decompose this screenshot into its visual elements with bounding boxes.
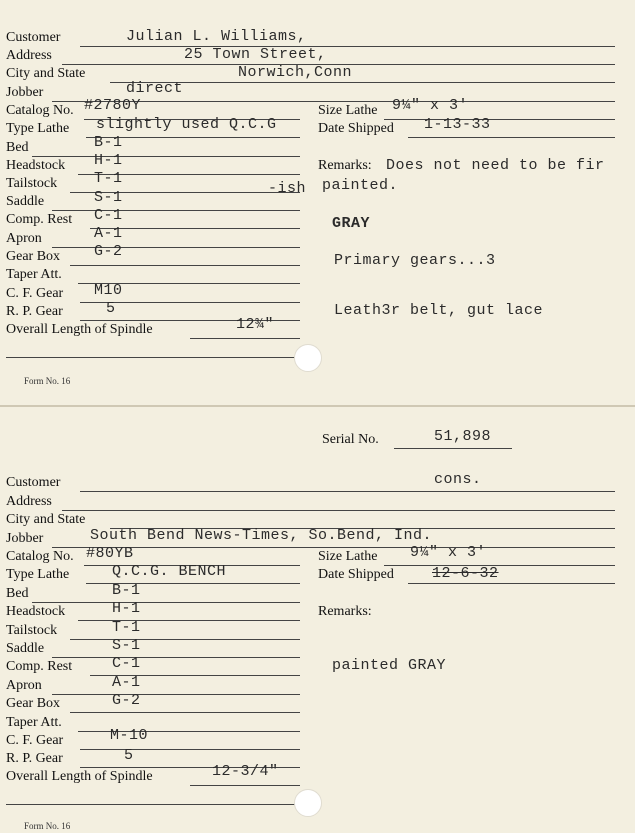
blank-line [6, 804, 300, 805]
saddle-value: S-1 [112, 637, 141, 654]
serial-no-value: 51,898 [434, 428, 492, 445]
remarks-label: Remarks: [318, 604, 372, 619]
apron-value: A-1 [94, 225, 123, 242]
apron-line [52, 247, 300, 248]
catalog-no-label: Catalog No. [6, 549, 74, 564]
cf-gear-value: M-10 [110, 727, 149, 744]
tailstock-label: Tailstock [6, 176, 58, 191]
address-line [62, 510, 615, 511]
rp-gear-value: 5 [124, 747, 134, 764]
date-shipped-label: Date Shipped [318, 121, 394, 136]
apron-line [52, 694, 300, 695]
jobber-label: Jobber [6, 531, 44, 546]
overall-length-value: 12-3/4" [212, 763, 279, 780]
customer-line [80, 491, 615, 492]
rp-gear-label: R. P. Gear [6, 304, 63, 319]
size-lathe-value: 9¼" x 3' [410, 544, 487, 561]
form-number: Form No. 16 [24, 821, 71, 831]
overall-length-label: Overall Length of Spindle [6, 769, 153, 784]
punch-hole [294, 344, 322, 372]
cf-gear-label: C. F. Gear [6, 733, 64, 748]
overall-length-value: 12¾" [236, 316, 275, 333]
comp-rest-label: Comp. Rest [6, 659, 73, 674]
customer-label: Customer [6, 475, 61, 490]
bed-label: Bed [6, 586, 29, 601]
customer-line [80, 46, 615, 47]
overall-length-label: Overall Length of Spindle [6, 322, 153, 337]
tailstock-value: T-1 [112, 619, 141, 636]
headstock-value: H-1 [112, 600, 141, 617]
saddle-line [52, 210, 300, 211]
customer-label: Customer [6, 30, 61, 45]
type-lathe-value: slightly used Q.C.G [96, 116, 277, 133]
blank-line [6, 357, 300, 358]
apron-value: A-1 [112, 674, 141, 691]
size-lathe-label: Size Lathe [318, 549, 378, 564]
size-lathe-line [384, 119, 615, 120]
type-lathe-label: Type Lathe [6, 121, 70, 136]
tailstock-line [70, 639, 300, 640]
taper-att-label: Taper Att. [6, 715, 62, 730]
saddle-label: Saddle [6, 641, 45, 656]
record-card-2 [0, 405, 635, 833]
gear-box-line [70, 265, 300, 266]
bed-value: B-1 [94, 134, 123, 151]
remarks-label: Remarks: [318, 158, 372, 173]
saddle-label: Saddle [6, 194, 45, 209]
size-lathe-value: 9¼" x 3' [392, 97, 469, 114]
address-label: Address [6, 48, 52, 63]
remark-line-1: Does not need to be fir [386, 157, 605, 174]
date-shipped-value: 12-6-32 [432, 565, 499, 582]
size-lathe-line [384, 565, 615, 566]
remark-line-5: Leath3r belt, gut lace [334, 302, 544, 319]
catalog-no-value: #2780Y [84, 97, 142, 114]
tailstock-note: -ish [268, 180, 307, 197]
date-shipped-line [408, 583, 615, 584]
remark-line-3: GRAY [332, 215, 371, 232]
jobber-label: Jobber [6, 85, 44, 100]
rp-gear-value: 5 [106, 300, 116, 317]
remark-line-2: painted. [322, 177, 399, 194]
catalog-no-label: Catalog No. [6, 103, 74, 118]
overall-length-line [190, 785, 300, 786]
bed-label: Bed [6, 140, 29, 155]
city-state-label: City and State [6, 512, 86, 527]
customer-value: Julian L. Williams, [126, 28, 307, 45]
cf-gear-value: M10 [94, 282, 123, 299]
remark-line-4: Primary gears...3 [334, 252, 496, 269]
remark-line-1: painted GRAY [332, 657, 447, 674]
gear-box-value: G-2 [94, 243, 123, 260]
type-lathe-value: Q.C.G. BENCH [112, 563, 227, 580]
saddle-line [52, 657, 300, 658]
comp-rest-value: C-1 [94, 207, 123, 224]
type-lathe-label: Type Lathe [6, 567, 70, 582]
bed-value: B-1 [112, 582, 141, 599]
apron-label: Apron [6, 678, 42, 693]
comp-rest-value: C-1 [112, 655, 141, 672]
bed-line [32, 602, 300, 603]
city-state-line [110, 82, 615, 83]
city-state-label: City and State [6, 66, 86, 81]
date-shipped-line [408, 137, 615, 138]
overall-length-line [190, 338, 300, 339]
gear-box-value: G-2 [112, 692, 141, 709]
catalog-no-value: #80YB [86, 545, 134, 562]
cf-gear-label: C. F. Gear [6, 286, 64, 301]
bed-line [32, 156, 300, 157]
headstock-label: Headstock [6, 604, 66, 619]
headstock-label: Headstock [6, 158, 66, 173]
gear-box-line [70, 712, 300, 713]
address-value: 25 Town Street, [184, 46, 327, 63]
serial-no-line [394, 448, 512, 449]
jobber-line [52, 547, 615, 548]
city-state-value: Norwich,Conn [238, 64, 353, 81]
tailstock-value: T-1 [94, 170, 123, 187]
gear-box-label: Gear Box [6, 696, 61, 711]
jobber-value: direct [126, 80, 184, 97]
jobber-value: South Bend News-Times, So.Bend, Ind. [90, 527, 433, 544]
tailstock-label: Tailstock [6, 623, 58, 638]
saddle-value: S-1 [94, 189, 123, 206]
form-number: Form No. 16 [24, 376, 71, 386]
size-lathe-label: Size Lathe [318, 103, 378, 118]
apron-label: Apron [6, 231, 42, 246]
date-shipped-label: Date Shipped [318, 567, 394, 582]
record-card-1 [0, 0, 635, 405]
comp-rest-label: Comp. Rest [6, 212, 73, 227]
taper-att-label: Taper Att. [6, 267, 62, 282]
address-label: Address [6, 494, 52, 509]
cf-gear-line [80, 749, 300, 750]
punch-hole [294, 789, 322, 817]
serial-no-label: Serial No. [322, 432, 379, 447]
headstock-value: H-1 [94, 152, 123, 169]
gear-box-label: Gear Box [6, 249, 61, 264]
customer-value: cons. [434, 471, 482, 488]
rp-gear-label: R. P. Gear [6, 751, 63, 766]
date-shipped-value: 1-13-33 [424, 116, 491, 133]
